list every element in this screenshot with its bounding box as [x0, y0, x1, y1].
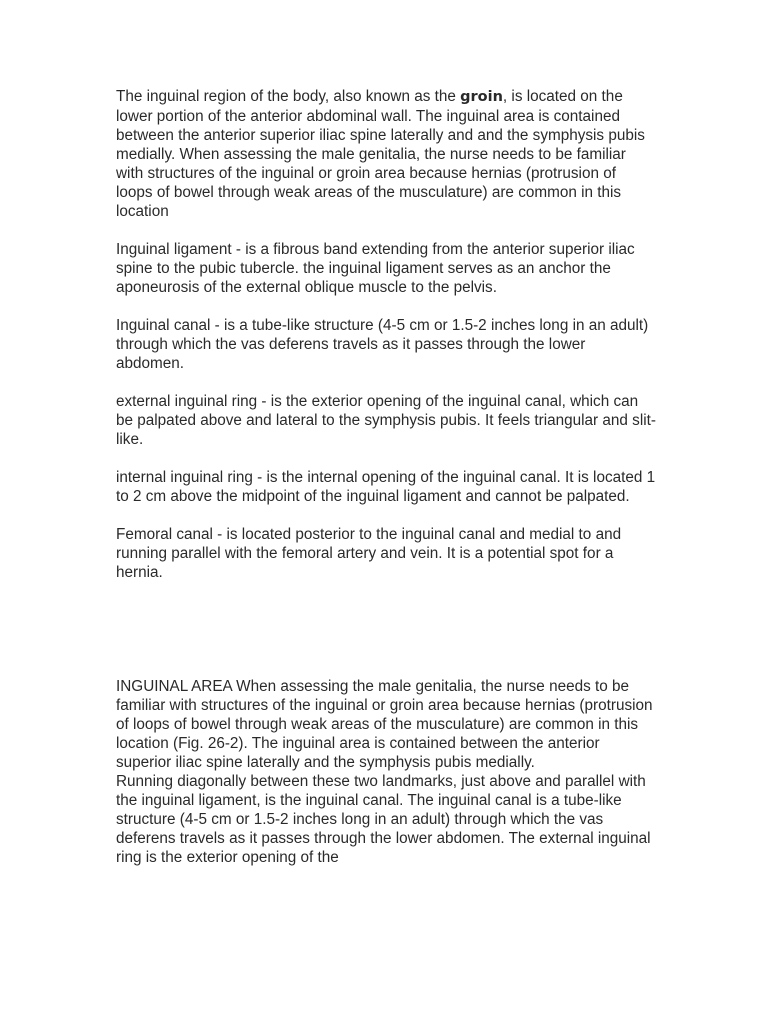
intro-text-end: , is located on the lower portion of the anterior abdominal wall. The inguinal area is contained between the anterior superior iliac spine laterally and and the symphysis pubis medially. When assessing the male genitalia, the nurse needs to be familiar with structures of the inguinal or groin area because hernias (protrusion of loops of bowel through weak areas of the musculature) are common in this location — [116, 88, 645, 220]
inguinal-area-paragraph: INGUINAL AREA When assessing the male genitalia, the nurse needs to be familiar with structures of the inguinal or groin area because hernias (protrusion of loops of bowel through weak areas of the musculature) are common in this location (Fig. 26-2). The inguinal area is contained between the anterior superior iliac spine laterally and the symphysis pubis medially. — [116, 678, 653, 771]
document-page — [116, 87, 656, 867]
external-ring-paragraph: external inguinal ring - is the exterior opening of the inguinal canal, which can be palpated above and lateral to the symphysis pubis. It feels triangular and slit-like. — [116, 393, 656, 448]
groin-term: groin — [460, 89, 503, 105]
femoral-canal-paragraph: Femoral canal - is located posterior to the inguinal canal and medial to and running parallel with the femoral artery and vein. It is a potential spot for a hernia. — [116, 526, 622, 581]
inguinal-ligament-paragraph: Inguinal ligament - is a fibrous band extending from the anterior superior iliac spine to the pubic tubercle. the inguinal ligament serves as an anchor the aponeurosis of the external oblique muscle to the pelvis. — [116, 241, 635, 296]
inguinal-canal-paragraph: Inguinal canal - is a tube-like structure (4-5 cm or 1.5-2 inches long in an adult) through which the vas deferens travels as it passes through the lower abdomen. — [116, 317, 649, 372]
inguinal-canal-description-paragraph: Running diagonally between these two landmarks, just above and parallel with the inguinal ligament, is the inguinal canal. The inguinal canal is a tube-like structure (4-5 cm or 1.5-2 inches long in an adult) through which the vas deferens travels as it passes through the lower abdomen. The external inguinal ring is the exterior opening of the — [116, 773, 651, 866]
blank-gap — [116, 601, 656, 677]
intro-text-start: The inguinal region of the body, also known as the — [116, 88, 461, 105]
internal-ring-paragraph: internal inguinal ring - is the internal opening of the inguinal canal. It is located 1 to 2 cm above the midpoint of the inguinal ligament and cannot be palpated. — [116, 469, 656, 505]
intro-paragraph — [116, 87, 656, 221]
